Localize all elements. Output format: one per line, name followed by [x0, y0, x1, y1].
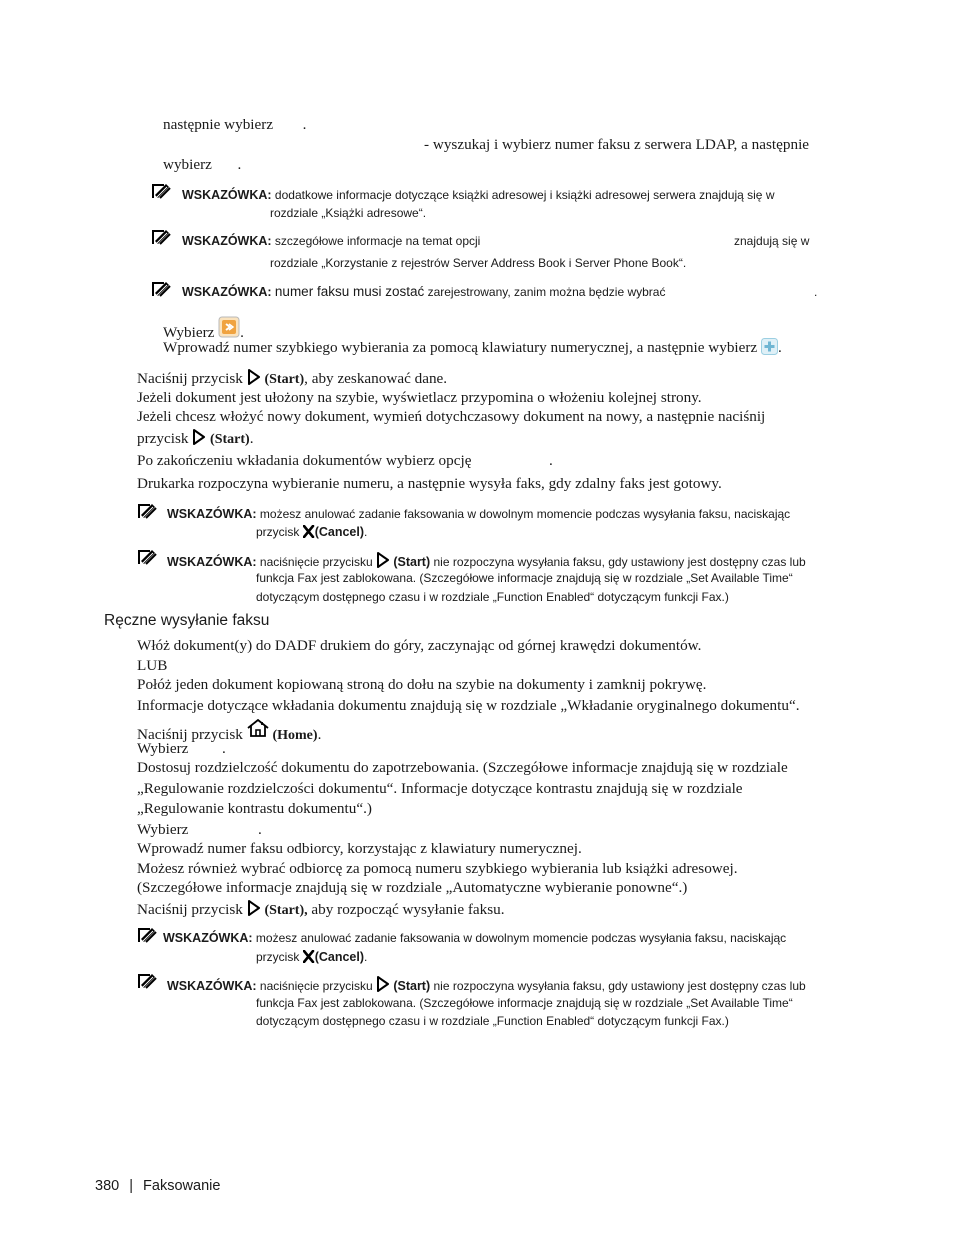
section-line-4: Informacje dotyczące wkładania dokumentu znajdują się w rozdziale „Wkładanie oryginalnego dokumentu“. [137, 697, 800, 714]
section-line-11: Wprowadź numer faksu odbiorcy, korzystając z klawiatury numerycznej. [137, 840, 582, 857]
note-cont-end: . [364, 525, 368, 539]
note-text: możesz anulować zadanie faksowania w dowolnym momencie podczas wysyłania faksu, naciskając [259, 507, 791, 521]
note-icon [152, 228, 171, 245]
note-text: możesz anulować zadanie faksowania w dowolnym momencie podczas wysyłania faksu, naciskając [255, 931, 787, 945]
press-home-end: . [317, 726, 322, 743]
glass-line-3 [137, 429, 254, 450]
section-line-6 [137, 740, 226, 758]
section-line-7: Dostosuj rozdzielczość dokumentu do zapotrzebowania. (Szczegółowe informacje znajdują się w rozdziale [137, 759, 788, 776]
glass-line-3-end: . [249, 430, 254, 447]
note-label: WSKAZÓWKA: [163, 931, 253, 945]
note-2 [182, 232, 480, 250]
note-text: szczegółowe informacje na temat opcji [274, 234, 481, 248]
note-start-bottom-cont: funkcja Fax jest zablokowana. (Szczegółowe informacje znajdują się w rozdziale „Set Available Time“ [256, 996, 793, 1010]
section-line-12: Możesz również wybrać odbiorcę za pomocą numeru szybkiego wybierania lub książki adresowej. [137, 860, 738, 877]
note-3-end: . [814, 285, 818, 299]
section-line-14 [137, 900, 505, 921]
section-line-3: Połóż jeden dokument kopiowaną stroną do dołu na szybie na dokumenty i zamknij pokrywę. [137, 676, 707, 693]
note-cancel-bottom [163, 929, 786, 947]
note-icon [138, 548, 157, 565]
cancel-icon [303, 525, 315, 543]
press-home-text: Naciśnij przycisk [137, 726, 243, 743]
speed-dial-enter-text: Wprowadź numer szybkiego wybierania za pomocą klawiatury numerycznej, a następnie wybierz [163, 339, 758, 356]
note-label: WSKAZÓWKA: [167, 507, 257, 521]
press-start-text: Naciśnij przycisk [137, 901, 243, 918]
start-icon [192, 429, 206, 450]
chapter-name: Faksowanie [143, 1178, 221, 1194]
press-start-end: , aby zeskanować dane. [304, 370, 448, 387]
after-end: . [549, 452, 553, 469]
start-label: (Start) [210, 432, 250, 447]
note-label: WSKAZÓWKA: [167, 979, 257, 993]
note-1-cont: rozdziale „Książki adresowe“. [270, 206, 427, 220]
select-text: Wybierz [137, 821, 189, 838]
glass-line-3-text: przycisk [137, 430, 189, 447]
note-icon [152, 182, 171, 199]
speed-dial-select-end: . [240, 324, 244, 341]
note-label: WSKAZÓWKA: [182, 234, 272, 248]
top-line-1 [163, 116, 306, 134]
press-start-text: Naciśnij przycisk [137, 370, 243, 387]
cancel-label: (Cancel) [314, 950, 365, 964]
top-line-2: - wyszukaj i wybierz numer faksu z serwera LDAP, a następnie [424, 136, 810, 153]
dial-line: Drukarka rozpoczyna wybieranie numeru, a następnie wysyła faks, gdy zdalny faks jest gotowy. [137, 475, 722, 492]
start-label: (Start) [393, 555, 431, 569]
page-number: 380 [95, 1178, 120, 1194]
note-cont-end: . [364, 950, 368, 964]
note-label: WSKAZÓWKA: [182, 285, 272, 299]
note-text-b: zarejestrowany, zanim można będzie wybrać [427, 285, 666, 299]
speed-dial-enter-line [163, 338, 782, 360]
note-start-cont: funkcja Fax jest zablokowana. (Szczegółowe informacje znajdują się w rozdziale „Set Available Time“ [256, 571, 793, 585]
start-label: (Start) [393, 979, 431, 993]
top-line-3-end: . [237, 156, 242, 173]
plus-icon [761, 338, 778, 360]
note-label: WSKAZÓWKA: [167, 555, 257, 569]
speed-dial-select-text: Wybierz [163, 324, 215, 341]
after-text: Po zakończeniu wkładania dokumentów wybierz opcję [137, 452, 472, 469]
after-line [137, 452, 553, 470]
section-line-10 [137, 821, 262, 839]
section-line-2: LUB [137, 657, 168, 674]
select-end: . [221, 740, 226, 757]
note-start-cont2: dotyczącym dostępnego czasu i w rozdziale „Function Enabled“ dotyczącym funkcji Fax.) [256, 590, 729, 604]
note-icon [138, 926, 157, 943]
note-text-b: nie rozpoczyna wysyłania faksu, gdy ustawiony jest dostępny czas lub [433, 979, 806, 993]
top-line-1-text: następnie wybierz [163, 116, 274, 133]
press-start-end: aby rozpocząć wysyłanie faksu. [311, 901, 505, 918]
start-icon [247, 900, 261, 921]
glass-line-1: Jeżeli dokument jest ułożony na szybie, wyświetlacz przypomina o włożeniu kolejnej strony. [137, 389, 702, 406]
note-text: naciśnięcie przycisku [259, 979, 373, 993]
home-label: (Home) [272, 728, 318, 743]
speed-dial-enter-end: . [777, 339, 782, 356]
note-2-cont: rozdziale „Korzystanie z rejestrów Server Address Book i Server Phone Book“. [270, 256, 687, 270]
cancel-icon [303, 950, 315, 968]
footer-separator: | [129, 1178, 134, 1194]
section-line-9: „Regulowanie kontrastu dokumentu“.) [137, 800, 372, 817]
note-2-text-b: znajdują się w [734, 234, 810, 248]
note-1 [182, 186, 774, 204]
start-label: (Start) [264, 372, 305, 387]
page-footer [95, 1178, 220, 1194]
note-cancel-bottom-cont [256, 948, 367, 968]
note-text: dodatkowe informacje dotyczące książki adresowej i książki adresowej serwera znajdują się w [274, 188, 775, 202]
note-cont-text: przycisk [256, 525, 300, 539]
note-icon [138, 502, 157, 519]
note-icon [138, 972, 157, 989]
home-icon [247, 719, 269, 742]
note-label: WSKAZÓWKA: [182, 188, 272, 202]
section-heading: Ręczne wysyłanie faksu [104, 612, 270, 629]
note-text-b: nie rozpoczyna wysyłania faksu, gdy ustawiony jest dostępny czas lub [433, 555, 806, 569]
top-line-3 [163, 156, 241, 174]
note-cont-text: przycisk [256, 950, 300, 964]
start-label: (Start), [264, 903, 308, 918]
select-text: Wybierz [137, 740, 189, 757]
note-cancel-cont [256, 523, 367, 543]
section-line-1: Włóż dokument(y) do DADF drukiem do góry, zaczynając od górnej krawędzi dokumentów. [137, 637, 702, 654]
glass-line-2: Jeżeli chcesz włożyć nowy dokument, wymień dotychczasowy dokument na nowy, a następnie naciśnij [137, 408, 766, 425]
section-line-13: (Szczegółowe informacje znajdują się w rozdziale „Automatyczne wybieranie ponowne“.) [137, 879, 688, 896]
note-start-bottom-cont2: dotyczącym dostępnego czasu i w rozdziale „Function Enabled“ dotyczącym funkcji Fax.) [256, 1014, 729, 1028]
section-line-8: „Regulowanie rozdzielczości dokumentu“. Informacje dotyczące kontrastu znajdują się w rozdziale [137, 780, 743, 797]
note-cancel [167, 505, 790, 523]
top-line-1-end: . [302, 116, 307, 133]
select-end: . [257, 821, 262, 838]
press-start-line [137, 369, 447, 390]
note-icon [152, 280, 171, 297]
note-text: numer faksu musi zostać [274, 284, 425, 299]
note-3 [182, 283, 665, 301]
cancel-label: (Cancel) [314, 525, 365, 539]
start-icon [247, 369, 261, 390]
top-line-3-text: wybierz [163, 156, 212, 173]
note-text: naciśnięcie przycisku [259, 555, 373, 569]
